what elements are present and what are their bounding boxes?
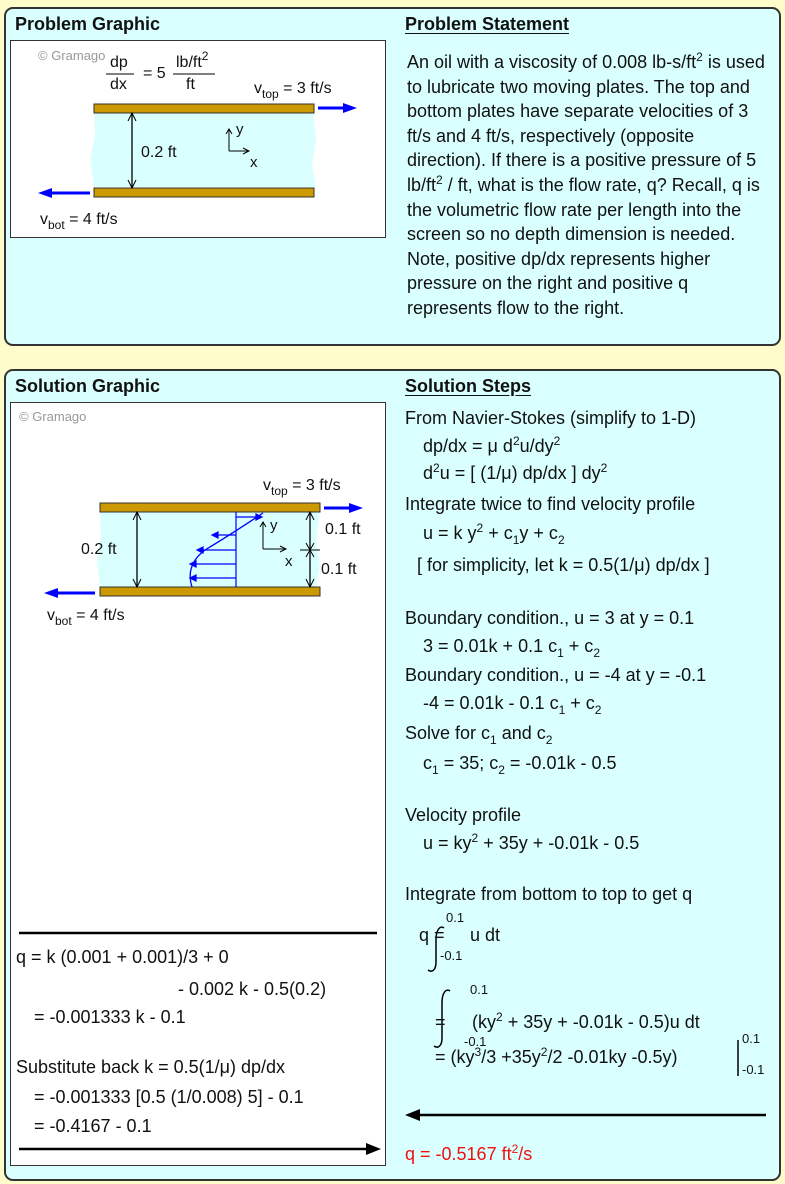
step-line: -4 = 0.01k - 0.1 $c_1 + c_2$ bbox=[423, 693, 602, 717]
watermark: © Gramago bbox=[19, 409, 87, 424]
lim-lo: -0.1 bbox=[440, 948, 463, 963]
step-line: $c_1 = 35$; $c_2 = -0.01k - 0.5$ bbox=[423, 753, 617, 777]
step-line: dp/dx = μ $d^2u/dy^2$ bbox=[423, 434, 561, 456]
v-top-label: $v_{top} = 3$ ft/s bbox=[254, 80, 332, 101]
solution-steps-title: Solution Steps bbox=[405, 376, 531, 396]
half-top-label: 0.1 ft bbox=[325, 521, 361, 538]
step-line: = bbox=[435, 1012, 446, 1032]
step-line: u = k $y^2 + c_1y + c_2$ bbox=[423, 521, 565, 547]
step-line: = ($ky^3/3 +35y^2/2$ -0.01ky -0.5y) bbox=[435, 1045, 678, 1067]
cont-line-3: = -0.001333 k - 0.1 bbox=[34, 1007, 186, 1027]
unit-denominator: ft bbox=[186, 76, 195, 93]
step-line: [ for simplicity, let k = 0.5(1/μ) dp/dx ] bbox=[417, 555, 710, 575]
axis-x: x bbox=[250, 154, 258, 171]
axis-y: y bbox=[270, 517, 278, 534]
dpdx-equals: = 5 bbox=[143, 65, 166, 82]
step-line: From Navier-Stokes (simplify to 1-D) bbox=[405, 408, 697, 428]
gap-label: 0.2 ft bbox=[81, 541, 117, 558]
lim-hi: 0.1 bbox=[446, 910, 465, 925]
cont-line-5: = -0.001333 [0.5 (1/0.008) 5] - 0.1 bbox=[34, 1087, 304, 1107]
axis-y: y bbox=[236, 121, 244, 138]
problem-statement-title: Problem Statement bbox=[405, 14, 570, 34]
lim-lo: -0.1 bbox=[464, 1034, 487, 1049]
half-bot-label: 0.1 ft bbox=[321, 561, 357, 578]
step-line: q = bbox=[419, 925, 445, 945]
cont-line-1: q = k (0.001 + 0.001)/3 + 0 bbox=[16, 947, 229, 967]
solution-graphic-title: Solution Graphic bbox=[15, 376, 161, 396]
step-line: Boundary condition., u = -4 at y = -0.1 bbox=[405, 665, 707, 685]
step-line: u dt bbox=[470, 925, 501, 945]
lim-hi: 0.1 bbox=[742, 1031, 761, 1046]
cont-line-4: Substitute back k = 0.5(1/μ) dp/dx bbox=[16, 1057, 286, 1077]
step-line: $d^2u$ = [ (1/μ) dp/dx ] $dy^2$ bbox=[423, 461, 608, 483]
gap-label: 0.2 ft bbox=[141, 144, 177, 161]
axis-x: x bbox=[285, 553, 293, 570]
step-line: Boundary condition., u = 3 at y = 0.1 bbox=[405, 608, 695, 628]
v-top-label: $v_{top} = 3$ ft/s bbox=[263, 477, 341, 498]
unit-numerator: $lb/ft^2$ bbox=[176, 49, 209, 71]
lim-lo: -0.1 bbox=[742, 1062, 765, 1077]
step-line: Velocity profile bbox=[405, 805, 522, 825]
dpdx-numerator: dp bbox=[110, 54, 128, 71]
problem-statement-text: An oil with a viscosity of 0.008 $lb-s/ft^2$ is used to lubricate two moving plates. The top and bottom plates have separate velocities of 3 ft/s and 4 ft/s, respectively (opposite direction). If there is a positive pressure of 5 $lb/ft^2$ / ft, what is the flow rate, q? Recall, q is the volumetric flow rate per length into the screen so no depth dimension is needed. Note, positive dp/dx represents higher pressure on the right and positive q represents flow to the right. bbox=[407, 50, 765, 318]
step-line: $u = ky^2 + 35y + -0.01k - 0.5$ bbox=[423, 831, 640, 853]
step-line: $(ky^2 + 35y + -0.01k - 0.5)u$ dt bbox=[472, 1010, 700, 1032]
cont-line-2: - 0.002 k - 0.5(0.2) bbox=[178, 979, 327, 999]
step-line: Integrate twice to find velocity profile bbox=[405, 494, 696, 514]
step-line: 3 = 0.01k + 0.1 $c_1 + c_2$ bbox=[423, 636, 600, 660]
step-line: Solve for $c_1$ and $c_2$ bbox=[405, 723, 553, 747]
v-bot-label: $v_{bot} = 4$ ft/s bbox=[40, 211, 118, 232]
step-line: Integrate from bottom to top to get q bbox=[405, 884, 693, 904]
watermark: © Gramago bbox=[38, 48, 106, 63]
v-bot-label: $v_{bot} = 4$ ft/s bbox=[47, 607, 125, 628]
cont-line-6: = -0.4167 - 0.1 bbox=[34, 1116, 152, 1136]
final-answer: q = -0.5167 $ft^2/s$ bbox=[405, 1142, 533, 1164]
lim-hi: 0.1 bbox=[470, 982, 489, 997]
dpdx-denominator: dx bbox=[110, 76, 127, 93]
problem-graphic-title: Problem Graphic bbox=[15, 14, 161, 34]
